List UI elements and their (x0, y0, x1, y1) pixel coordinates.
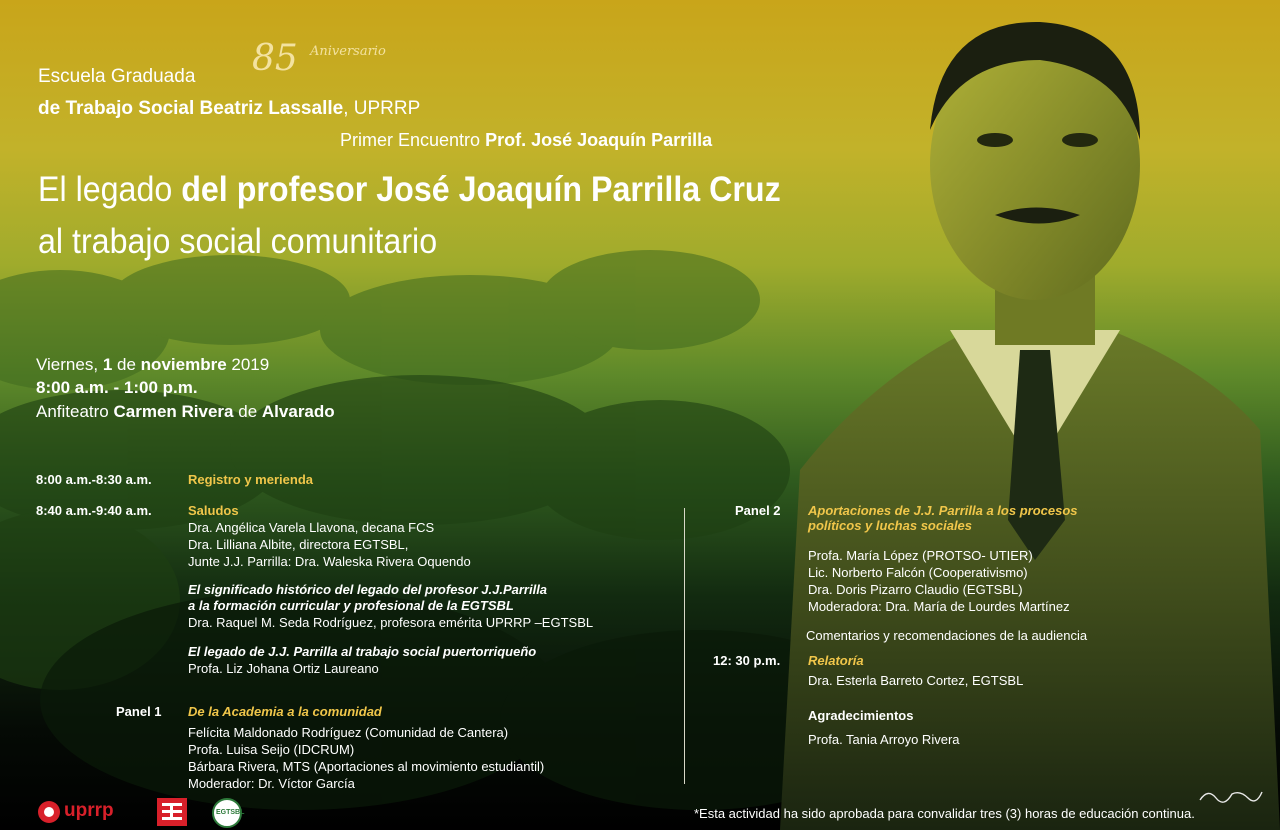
event-date-number: 1 (102, 355, 113, 374)
encuentro-prefix: Primer Encuentro (340, 130, 481, 150)
uprrp-seal-icon (36, 800, 62, 824)
encuentro-line (340, 130, 712, 151)
panel2-label: Panel 2 (735, 503, 781, 518)
event-year: 2019 (231, 355, 270, 374)
egtsbl-logo (212, 798, 245, 828)
panel2-title-line1: Aportaciones de J.J. Parrilla a los procesos (808, 503, 1078, 518)
uprrp-logo (36, 800, 148, 824)
talk2-title: El legado de J.J. Parrilla al trabajo social puertorriqueño (188, 644, 537, 659)
anniversary-number: 85 (252, 38, 298, 79)
faculty-logo (157, 798, 187, 826)
panel2-title-line2: políticos y luchas sociales (808, 518, 973, 533)
panel1-member-3: Bárbara Rivera, MTS (Aportaciones al movimiento estudiantil) (188, 759, 545, 774)
panel1-member-2: Profa. Luisa Seijo (IDCRUM) (188, 742, 355, 757)
panel1-label: Panel 1 (116, 704, 162, 719)
relatoria-title: Relatoría (808, 653, 864, 668)
venue-name1: Carmen Rivera (113, 402, 234, 421)
event-de: de (117, 355, 136, 374)
venue-prefix: Anfiteatro (36, 402, 109, 421)
egtsbl-logo-text: EGTSBL (216, 809, 245, 816)
slot2-time: 8:40 a.m.-9:40 a.m. (36, 503, 152, 518)
anniversary-word: Aniversario (310, 44, 386, 59)
event-date (36, 355, 269, 375)
venue-name2: Alvarado (261, 402, 335, 421)
event-title-line2: al trabajo social comunitario (38, 222, 438, 261)
slot1-title: Registro y merienda (188, 472, 313, 487)
panel2-member-1: Profa. María López (PROTSO- UTIER) (808, 548, 1033, 563)
title-part1: El legado (38, 170, 173, 209)
panel1-title: De la Academia a la comunidad (188, 704, 382, 719)
saludos-speaker-1: Dra. Angélica Varela Llavona, decana FCS (188, 520, 435, 535)
panel1-member-1: Felícita Maldonado Rodríguez (Comunidad de Cantera) (188, 725, 509, 740)
panel2-member-3: Dra. Doris Pizarro Claudio (EGTSBL) (808, 582, 1023, 597)
agradecimientos-person: Profa. Tania Arroyo Rivera (808, 732, 960, 747)
footer-note: *Esta actividad ha sido aprobada para convalidar tres (3) horas de educación continua. (694, 806, 1195, 821)
saludos-speaker-3: Junte J.J. Parrilla: Dra. Waleska Rivera Oquendo (188, 554, 471, 569)
school-line2 (38, 98, 420, 120)
panel2-member-2: Lic. Norberto Falcón (Cooperativismo) (808, 565, 1028, 580)
talk2-speaker: Profa. Liz Johana Ortiz Laureano (188, 661, 379, 676)
school-line1: Escuela Graduada (38, 66, 196, 87)
audience-comments: Comentarios y recomendaciones de la audiencia (806, 628, 1088, 643)
event-title-line1 (38, 170, 781, 210)
panel2-member-4: Moderadora: Dra. María de Lourdes Martínez (808, 599, 1070, 614)
artist-signature (1196, 784, 1266, 806)
event-day: Viernes (36, 355, 94, 374)
event-time: 8:00 a.m. - 1:00 p.m. (36, 378, 198, 397)
portrait-illustration (780, 0, 1280, 830)
school-campus: , UPRRP (343, 98, 421, 119)
title-part2: del profesor José Joaquín Parrilla Cruz (181, 170, 781, 209)
slot1-time: 8:00 a.m.-8:30 a.m. (36, 472, 152, 487)
faculty-emblem-icon (157, 798, 187, 826)
panel1-member-4: Moderador: Dr. Víctor García (188, 776, 355, 791)
relatoria-time: 12: 30 p.m. (713, 653, 781, 668)
talk1-title-line2: a la formación curricular y profesional de la EGTSBL (188, 598, 514, 613)
venue-de: de (238, 402, 258, 421)
school-name: de Trabajo Social Beatriz Lassalle (38, 98, 344, 119)
talk1-speaker: Dra. Raquel M. Seda Rodríguez, profesora emérita UPRRP –EGTSBL (188, 615, 594, 630)
event-month: noviembre (140, 355, 227, 374)
uprrp-logo-text: uprrp (64, 800, 114, 821)
relatoria-speaker: Dra. Esterla Barreto Cortez, EGTSBL (808, 673, 1024, 688)
agradecimientos-title: Agradecimientos (808, 708, 914, 723)
saludos-speaker-2: Dra. Lilliana Albite, directora EGTSBL, (188, 537, 409, 552)
talk1-title-line1: El significado histórico del legado del profesor J.J.Parrilla (188, 582, 548, 597)
event-comma: , (93, 355, 99, 374)
slot2-title: Saludos (188, 503, 239, 518)
event-venue (36, 402, 335, 422)
encuentro-name: Prof. José Joaquín Parrilla (485, 130, 713, 150)
column-divider (684, 508, 685, 784)
